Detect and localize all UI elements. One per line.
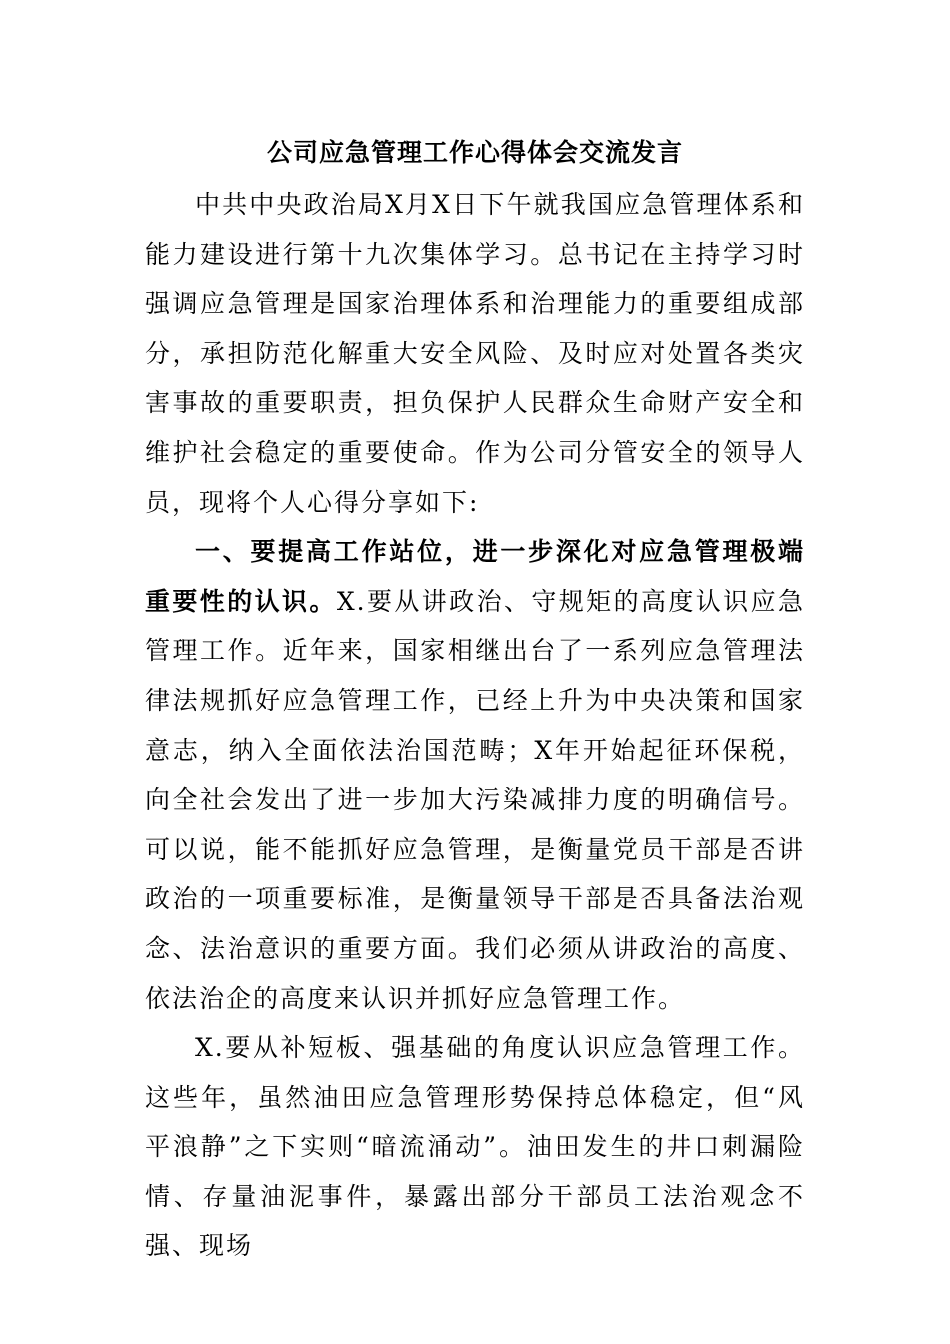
paragraph-section-one — [145, 527, 805, 1023]
section-one-heading: 一、要提高工作站位，进一步深化对应急管理极端重要性的认识。 — [145, 537, 805, 616]
document-title: 公司应急管理工作心得体会交流发言 — [266, 138, 683, 167]
paragraph-point-two — [145, 1023, 805, 1271]
paragraph-intro — [145, 180, 805, 527]
point-two-text: X.要从补短板、强基础的角度认识应急管理工作。这些年，虽然油田应急管理形势保持总体稳定，但“风平浪静”之下实则“暗流涌动”。油田发生的井口刺漏险情、存量油泥事件，暴露出部分干部员工法治观念不强、现场 — [145, 1033, 805, 1261]
paragraph-intro-text: 中共中央政治局X月X日下午就我国应急管理体系和能力建设进行第十九次集体学习。总书记在主持学习时强调应急管理是国家治理体系和治理能力的重要组成部分，承担防范化解重大安全风险、及时应对处置各类灾害事故的重要职责，担负保护人民群众生命财产安全和维护社会稳定的重要使命。作为公司分管安全的领导人员，现将个人心得分享如下: — [145, 190, 805, 517]
section-one-text: X.要从讲政治、守规矩的高度认识应急管理工作。近年来，国家相继出台了一系列应急管理法律法规抓好应急管理工作，已经上升为中央决策和国家意志，纳入全面依法治国范畴；X年开始起征环保税，向全社会发出了进一步加大污染减排力度的明确信号。可以说，能不能抓好应急管理，是衡量党员干部是否讲政治的一项重要标准，是衡量领导干部是否具备法治观念、法治意识的重要方面。我们必须从讲政治的高度、依法治企的高度来认识并抓好应急管理工作。 — [145, 586, 805, 1013]
document-page — [145, 130, 805, 1271]
